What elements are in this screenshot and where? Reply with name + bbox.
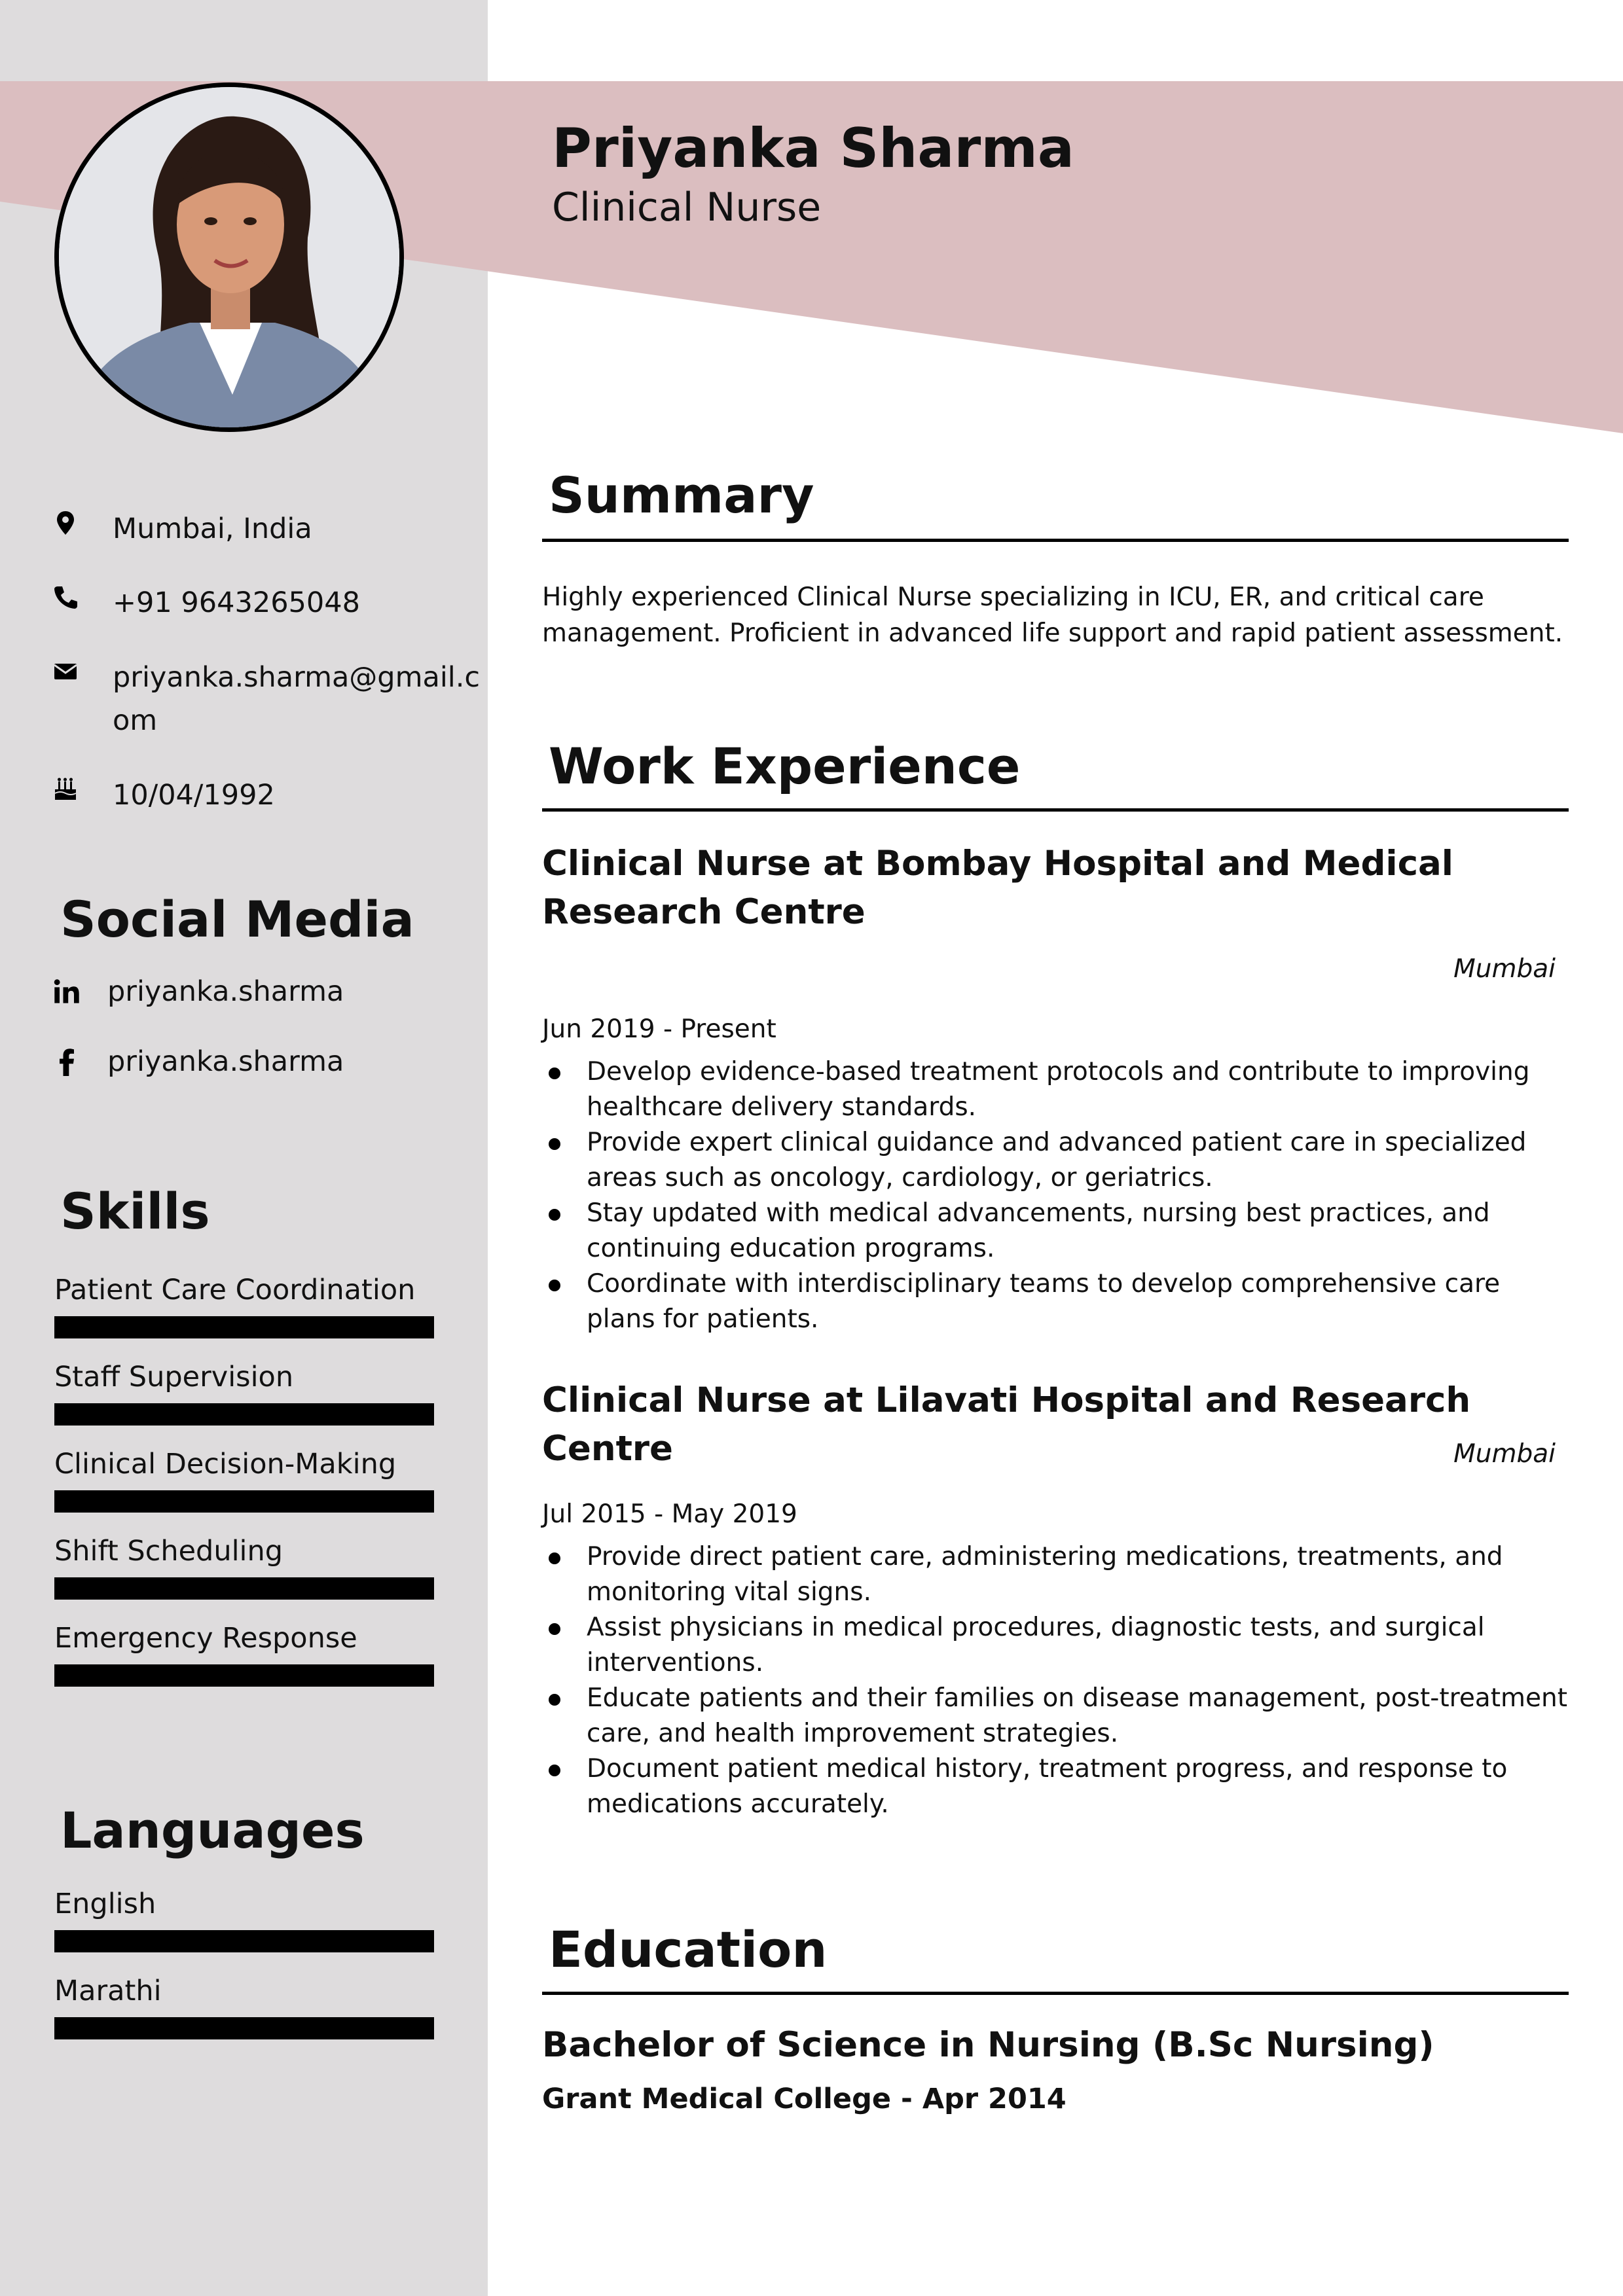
list-item — [542, 1539, 1569, 1610]
language-level-bar — [54, 1930, 434, 1952]
bullet-icon — [549, 1765, 560, 1776]
skill-item — [54, 1272, 434, 1308]
social-linkedin[interactable] — [52, 972, 445, 1011]
contact-location-text: Mumbai, India — [113, 512, 312, 545]
skill-label: Shift Scheduling — [54, 1535, 283, 1568]
summary-heading: Summary — [549, 466, 814, 524]
skill-label: Patient Care Coordination — [54, 1274, 416, 1306]
education-school: Grant Medical College - Apr 2014 — [542, 2083, 1067, 2115]
linkedin-icon — [52, 977, 81, 1006]
candidate-name: Priyanka Sharma — [552, 117, 1074, 180]
skill-level-bar — [54, 1490, 434, 1513]
list-item — [542, 1610, 1569, 1681]
bullet-icon — [549, 1067, 560, 1079]
job-title: Clinical Nurse at Bombay Hospital and Medical Research Centre — [542, 844, 1453, 932]
skill-label: Emergency Response — [54, 1622, 357, 1655]
bullet-icon — [549, 1623, 560, 1635]
education-divider — [542, 1992, 1569, 1995]
list-item — [542, 1196, 1569, 1266]
skill-label: Staff Supervision — [54, 1361, 294, 1393]
job-location: Mumbai — [1453, 954, 1556, 984]
social-facebook-text: priyanka.sharma — [107, 1045, 344, 1078]
skill-level-track — [54, 1664, 434, 1687]
location-pin-icon — [52, 510, 79, 536]
list-item — [542, 1751, 1569, 1822]
job-dates: Jul 2015 - May 2019 — [542, 1499, 797, 1529]
summary-text: Highly experienced Clinical Nurse specializing in ICU, ER, and critical care management. Proficient in advanced life support and rapid patient assessment. — [542, 583, 1563, 648]
list-item — [542, 1681, 1569, 1751]
bullet-icon — [549, 1552, 560, 1564]
skill-level-track — [54, 1577, 434, 1600]
language-level-bar — [54, 2017, 434, 2039]
bullet-icon — [549, 1209, 560, 1221]
bullet-icon — [549, 1138, 560, 1150]
bullet-icon — [549, 1694, 560, 1706]
language-item — [54, 1973, 434, 2009]
skill-level-track — [54, 1316, 434, 1338]
list-item — [542, 1266, 1569, 1337]
education-heading: Education — [549, 1920, 828, 1979]
list-item — [542, 1054, 1569, 1125]
profile-portrait-icon — [59, 87, 399, 427]
skill-level-bar — [54, 1316, 434, 1338]
bullet-icon — [549, 1280, 560, 1291]
skill-label: Clinical Decision-Making — [54, 1448, 397, 1480]
envelope-icon — [52, 658, 79, 685]
skill-level-bar — [54, 1664, 434, 1687]
birthday-cake-icon — [52, 776, 79, 802]
bullet-text: Provide expert clinical guidance and advanced patient care in specialized areas such as oncology, cardiology, or geriatrics. — [587, 1128, 1527, 1193]
skill-item — [54, 1359, 434, 1395]
language-item — [54, 1886, 434, 1922]
skills-heading: Skills — [60, 1182, 210, 1240]
social-facebook[interactable] — [52, 1042, 445, 1081]
bullet-text: Provide direct patient care, administering medications, treatments, and monitoring vital signs. — [587, 1542, 1503, 1607]
bullet-text: Stay updated with medical advancements, nursing best practices, and continuing education programs. — [587, 1198, 1490, 1263]
summary-divider — [542, 539, 1569, 542]
list-item — [542, 1125, 1569, 1196]
social-media-heading: Social Media — [60, 890, 414, 948]
job-title: Clinical Nurse at Lilavati Hospital and Research Centre — [542, 1380, 1471, 1469]
job-location: Mumbai — [1453, 1439, 1556, 1469]
job-responsibilities — [542, 1054, 1569, 1337]
work-experience-divider — [542, 808, 1569, 812]
facebook-icon — [52, 1047, 81, 1076]
skill-item — [54, 1620, 434, 1657]
bullet-text: Document patient medical history, treatment progress, and response to medications accurately. — [587, 1754, 1508, 1819]
social-linkedin-text: priyanka.sharma — [107, 975, 344, 1008]
education-degree: Bachelor of Science in Nursing (B.Sc Nursing) — [542, 2025, 1434, 2065]
job-dates: Jun 2019 - Present — [542, 1014, 776, 1044]
bullet-text: Develop evidence-based treatment protocols and contribute to improving healthcare delivery standards. — [587, 1057, 1530, 1122]
contact-email-text: priyanka.sharma@gmail.com — [113, 661, 481, 737]
bullet-text: Educate patients and their families on disease management, post-treatment care, and health improvement strategies. — [587, 1683, 1567, 1748]
profile-photo — [54, 82, 404, 432]
language-label: Marathi — [54, 1975, 162, 2007]
skill-level-track — [54, 1403, 434, 1426]
language-label: English — [54, 1888, 156, 1920]
candidate-title: Clinical Nurse — [552, 185, 822, 230]
language-level-track — [54, 1930, 434, 1952]
languages-heading: Languages — [60, 1801, 365, 1859]
work-experience-heading: Work Experience — [549, 737, 1021, 795]
phone-icon — [52, 584, 79, 610]
skill-level-track — [54, 1490, 434, 1513]
job-responsibilities — [542, 1539, 1569, 1822]
skill-level-bar — [54, 1403, 434, 1426]
skill-level-bar — [54, 1577, 434, 1600]
language-level-track — [54, 2017, 434, 2039]
bullet-text: Assist physicians in medical procedures, diagnostic tests, and surgical interventions. — [587, 1613, 1485, 1677]
bullet-text: Coordinate with interdisciplinary teams to develop comprehensive care plans for patients. — [587, 1269, 1501, 1334]
skill-item — [54, 1533, 434, 1570]
contact-phone-text: +91 9643265048 — [113, 586, 360, 619]
contact-birthdate-text: 10/04/1992 — [113, 779, 275, 812]
skill-item — [54, 1446, 434, 1482]
